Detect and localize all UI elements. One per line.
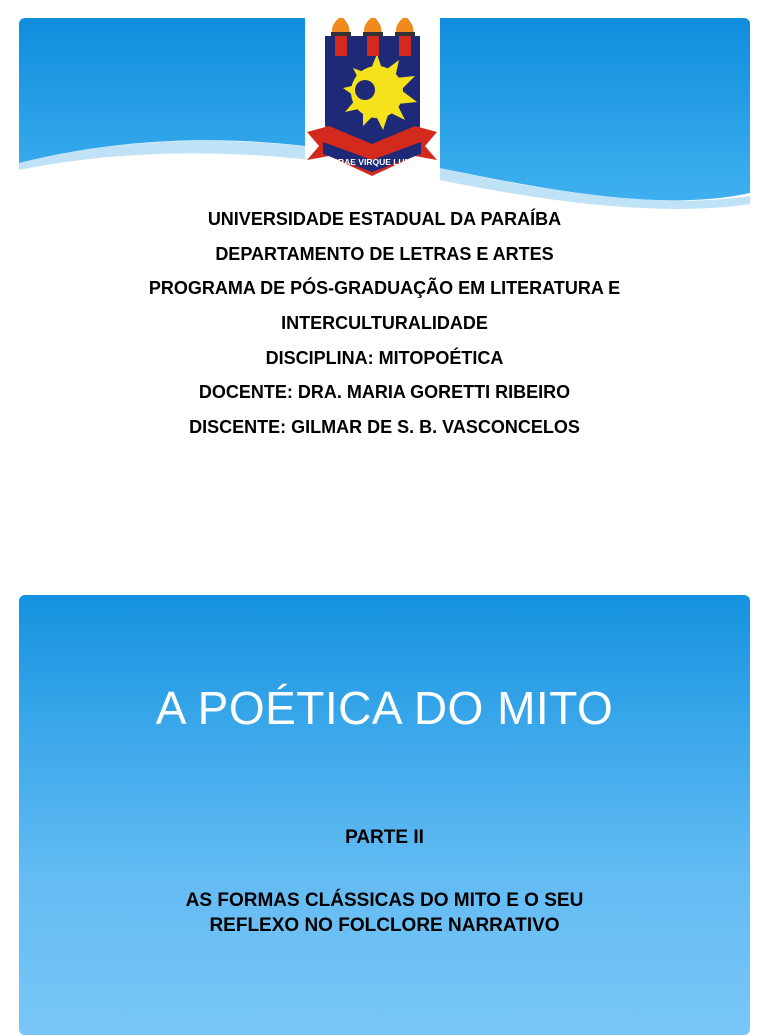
program-name-line1: PROGRAMA DE PÓS-GRADUAÇÃO EM LITERATURA E: [148, 278, 621, 299]
slide-subtitle: [19, 888, 750, 938]
discipline: DISCIPLINA: MITOPOÉTICA: [265, 347, 504, 368]
department-name: DEPARTAMENTO DE LETRAS E ARTES: [215, 243, 554, 264]
university-name: UNIVERSIDADE ESTADUAL DA PARAÍBA: [207, 209, 562, 229]
slide-1: [19, 18, 750, 563]
student: DISCENTE: GILMAR DE S. B. VASCONCELOS: [189, 417, 580, 438]
part-label: PARTE II: [345, 827, 424, 848]
subtitle-line-2: REFLEXO NO FOLCLORE NARRATIVO: [209, 915, 560, 936]
institution-info: [19, 202, 750, 445]
svg-text:TERRAE VIRQUE LUMES: TERRAE VIRQUE LUMES: [320, 157, 424, 167]
university-logo: [305, 18, 440, 182]
slide-title: A POÉTICA DO MITO: [155, 682, 614, 734]
subtitle-line-1: AS FORMAS CLÁSSICAS DO MITO E O SEU: [185, 890, 584, 911]
torch-icon: [331, 18, 415, 56]
slide-2: [19, 595, 750, 1035]
teacher: DOCENTE: DRA. MARIA GORETTI RIBEIRO: [198, 382, 571, 403]
program-name-line2: INTERCULTURALIDADE: [281, 313, 488, 334]
